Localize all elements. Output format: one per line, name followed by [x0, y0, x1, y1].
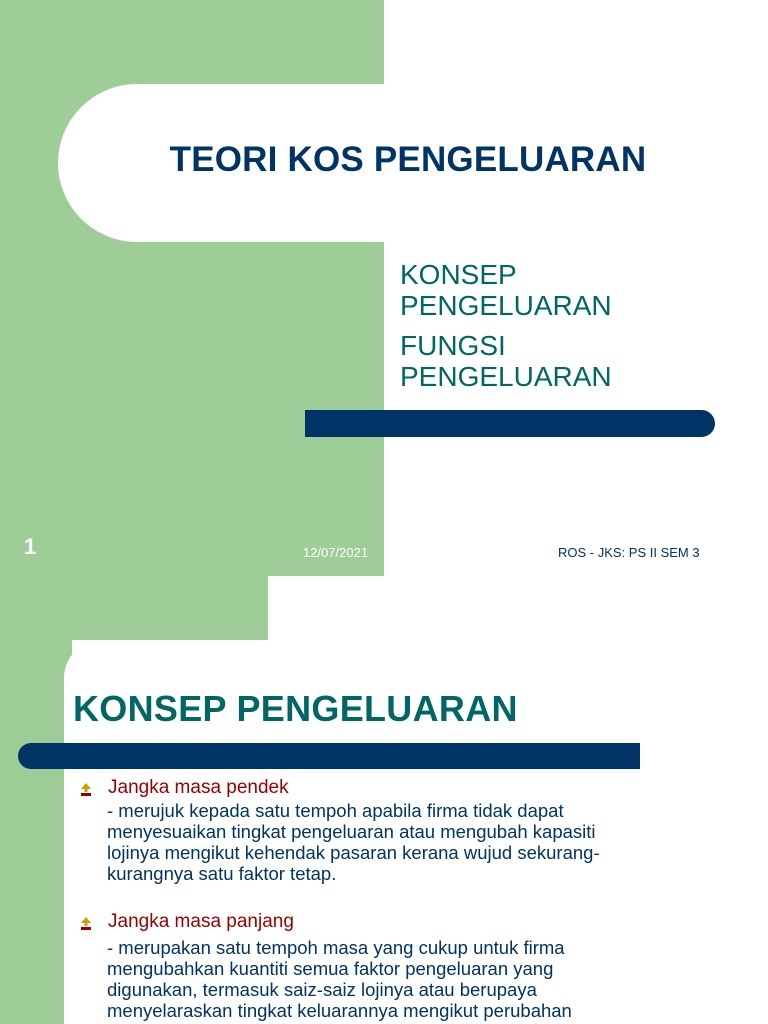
subtitle-fungsi — [400, 330, 612, 392]
arrow-bullet-icon — [80, 917, 92, 931]
subtitle-line: PENGELUARAN — [400, 361, 612, 392]
bullet-text — [107, 937, 727, 1021]
bullet-text-line: - merupakan satu tempoh masa yang cukup untuk firma — [107, 937, 565, 958]
bullet-heading: Jangka masa panjang — [108, 911, 294, 932]
navy-bar — [305, 410, 715, 437]
slide-2-title: KONSEP PENGELUARAN — [73, 688, 518, 729]
bullet-heading: Jangka masa pendek — [108, 777, 289, 798]
slide-1-title: TEORI KOS PENGELUARAN — [169, 140, 647, 179]
green-panel — [0, 576, 72, 1024]
arrow-bullet-icon — [80, 783, 92, 797]
slide-number: 1 — [24, 534, 37, 559]
bullet-text-line: menyelaraskan tingkat keluarannya mengikut perubahan — [107, 1000, 572, 1021]
bullet-text-line: menyesuaikan tingkat pengeluaran atau mengubah kapasiti — [107, 821, 596, 842]
bullet-text-line: lojinya mengikut kehendak pasaran kerana wujud sekurang- — [107, 842, 600, 863]
subtitle-line: KONSEP — [400, 259, 517, 290]
navy-bar — [18, 743, 640, 769]
bullet-text-line: mengubahkan kuantiti semua faktor pengeluaran yang — [107, 958, 554, 979]
bullet-text-line: kurangnya satu faktor tetap. — [107, 863, 337, 884]
slide-footer: ROS - JKS: PS II SEM 3 — [558, 545, 700, 560]
bullet-text-line: digunakan, termasuk saiz-saiz lojinya atau berupaya — [107, 979, 537, 1000]
subtitle-line: FUNGSI — [400, 330, 506, 361]
bullet-text — [107, 800, 727, 884]
subtitle-line: PENGELUARAN — [400, 290, 612, 321]
slide-2 — [0, 576, 768, 1024]
slide-date: 12/07/2021 — [303, 545, 369, 560]
subtitle-konsep — [400, 259, 612, 321]
bullet-text-line: - merujuk kepada satu tempoh apabila firma tidak dapat — [107, 800, 564, 821]
